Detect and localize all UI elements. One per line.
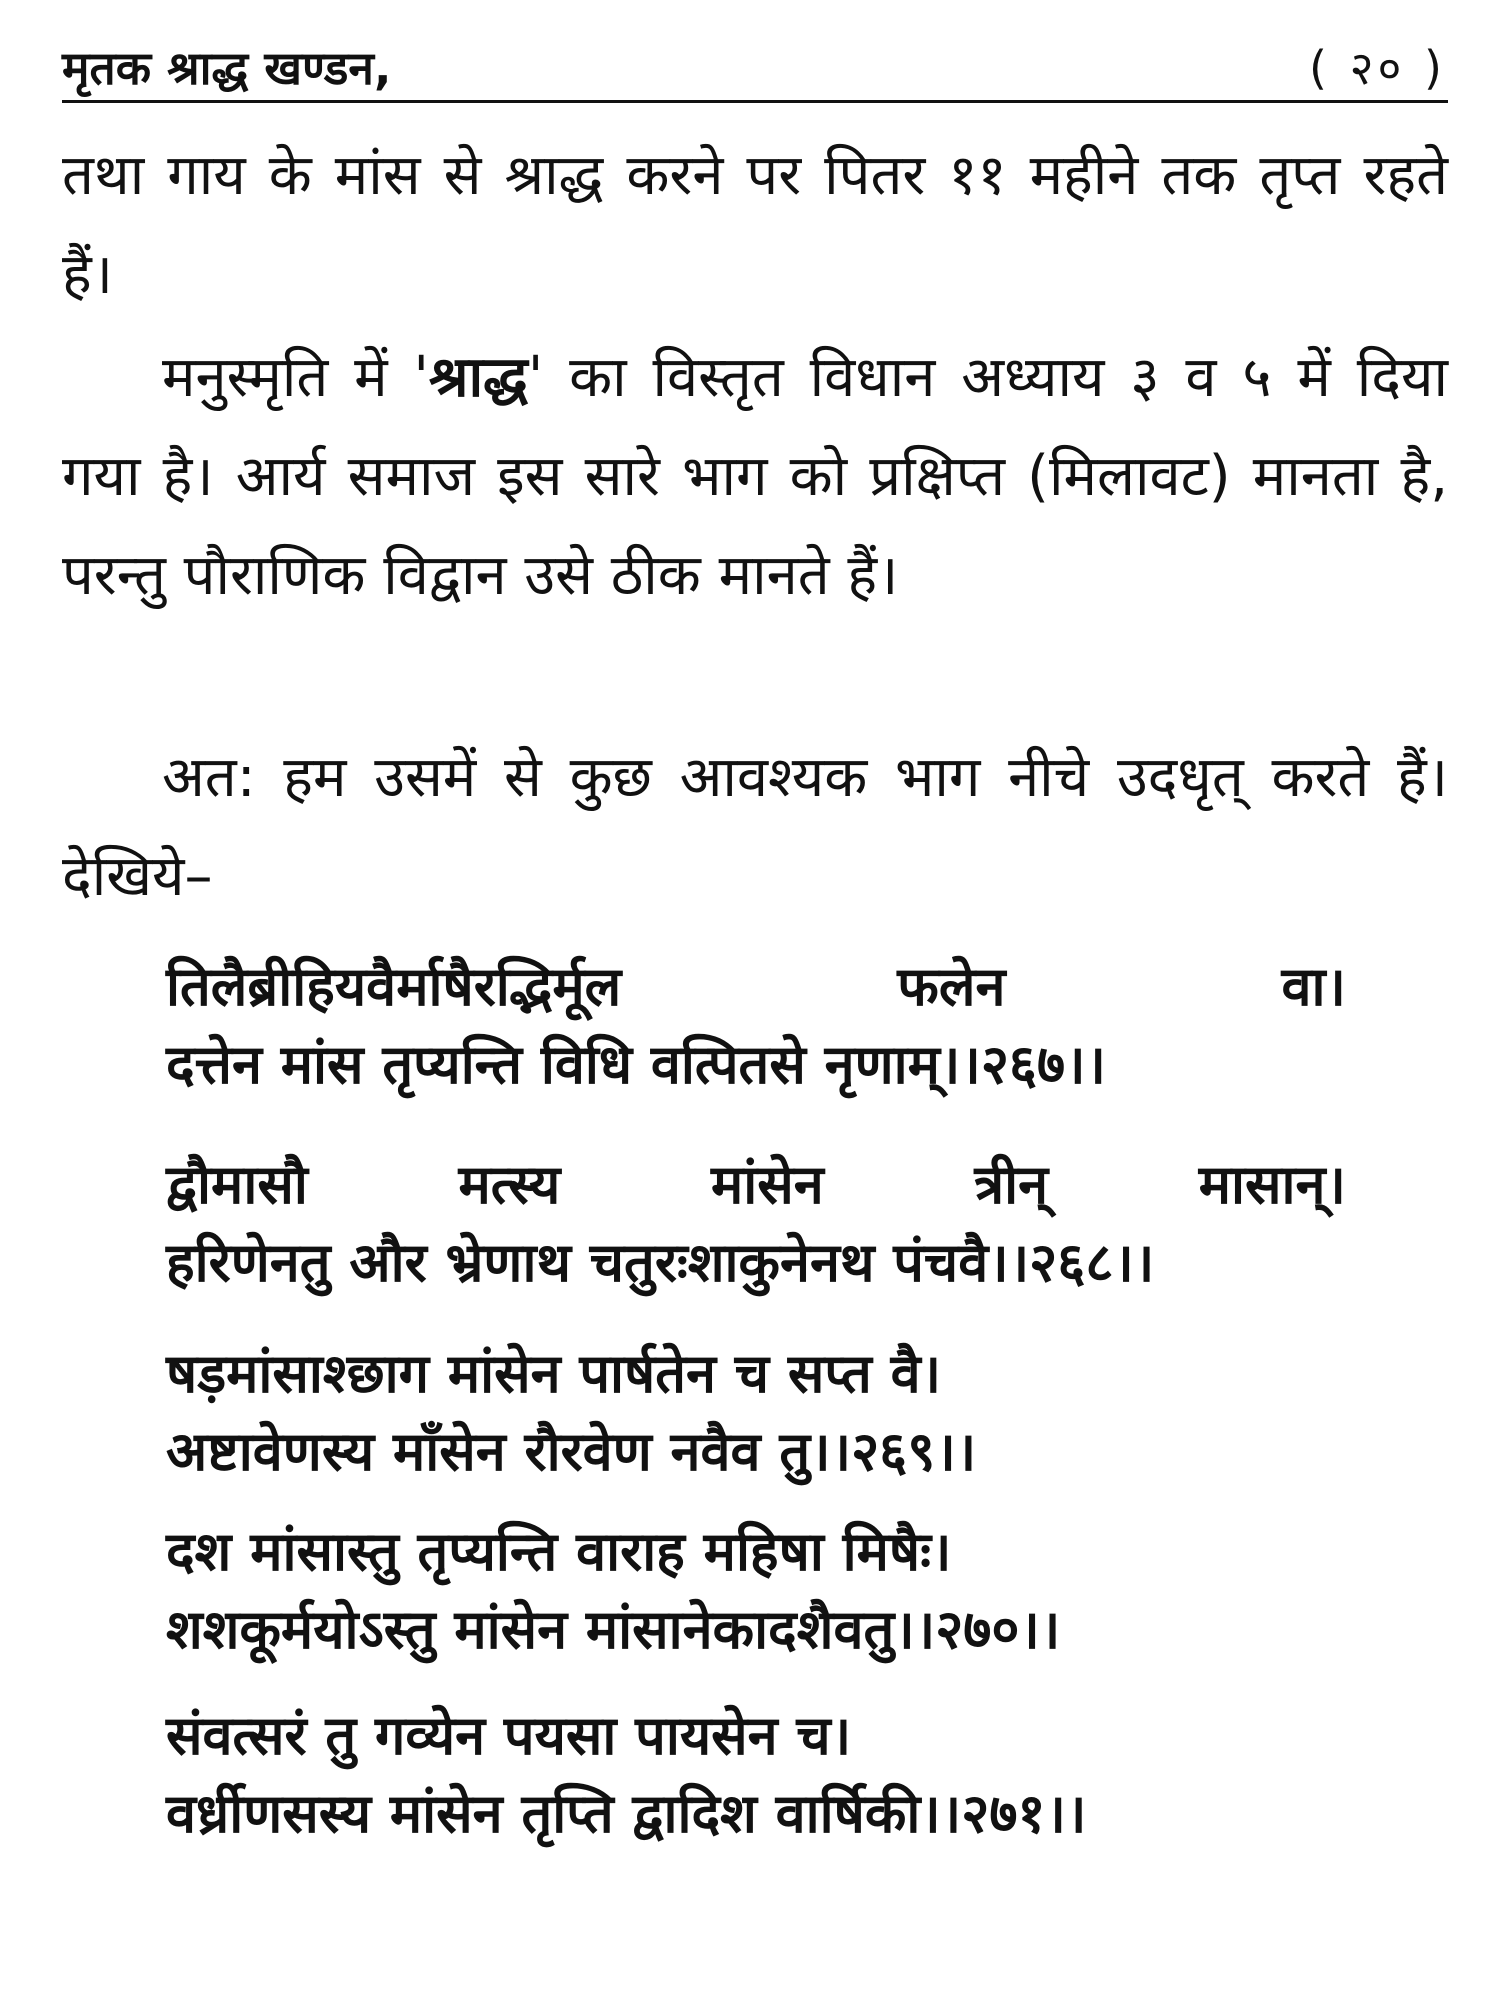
paragraph-manusmriti-start: मनुस्मृति में ' <box>162 345 429 410</box>
verse-267 <box>166 948 1346 1104</box>
verse-271 <box>166 1697 1346 1853</box>
verse-word: त्रीन् <box>974 1153 1049 1216</box>
running-header <box>62 22 1448 103</box>
paragraph-manusmriti-bold-term: श्राद्ध <box>428 345 528 410</box>
verse-line: दश मांसास्तु तृप्यन्ति वाराह महिषा मिषैः। <box>166 1520 952 1583</box>
verse-line <box>166 948 1346 1026</box>
verse-word: तिलैब्रीहियवैर्माषैरद्भिर्मूल <box>166 955 622 1018</box>
page-number: ( २० ) <box>1309 41 1446 95</box>
paragraph-cow-meat-shraddh: तथा गाय के मांस से श्राद्ध करने पर पितर ११ महीने तक तृप्त रहते हैं। <box>62 143 1448 307</box>
header-title: मृतक श्राद्ध खण्डन, <box>62 41 392 95</box>
verse-line: दत्तेन मांस तृप्यन्ति विधि वत्पितसे नृणाम्।।२६७।। <box>166 1033 1107 1096</box>
verse-word: मत्स्य <box>458 1153 561 1216</box>
verse-line: शशकूर्मयोऽस्तु मांसेन मांसानेकादशैवतु।।२७०।। <box>166 1598 1061 1661</box>
paragraph-quote-intro: अत: हम उसमें से कुछ आवश्यक भाग नीचे उदधृत् करते हैं। देखिये– <box>62 745 1448 909</box>
verse-line: अष्टावेणस्य माँसेन रौरवेण नवैव तु।।२६९।। <box>166 1420 977 1483</box>
verse-line: हरिणेनतु और भ्रेणाथ चतुरःशाकुनेनथ पंचवै।।२६८।। <box>166 1231 1155 1294</box>
verse-word: मांसेन <box>710 1153 824 1216</box>
paragraph-manusmriti <box>62 328 1448 625</box>
verse-line: षड़मांसाश्छाग मांसेन पार्षतेन च सप्त वै। <box>166 1342 942 1405</box>
verse-269 <box>166 1335 1346 1491</box>
paragraph-manusmriti-end: ' का विस्तृत विधान अध्याय ३ व ५ में दिया गया है। आर्य समाज इस सारे भाग को प्रक्षिप्त (मिलावट) मानता है, परन्तु पौराणिक विद्वान उसे ठीक मानते हैं। <box>62 345 1449 608</box>
verse-word: वा। <box>1281 955 1346 1018</box>
verse-270 <box>166 1513 1346 1669</box>
verse-line: वर्ध्रीणसस्य मांसेन तृप्ति द्वादिश वार्षिकी।।२७१।। <box>166 1782 1087 1845</box>
verse-word: मासान्। <box>1198 1153 1346 1216</box>
verse-line <box>166 1146 1346 1224</box>
verse-268 <box>166 1146 1346 1302</box>
verse-line: संवत्सरं तु गव्येन पयसा पायसेन च। <box>166 1704 852 1767</box>
verse-word: द्वौमासौ <box>166 1153 308 1216</box>
verse-word: फलेन <box>897 955 1006 1018</box>
